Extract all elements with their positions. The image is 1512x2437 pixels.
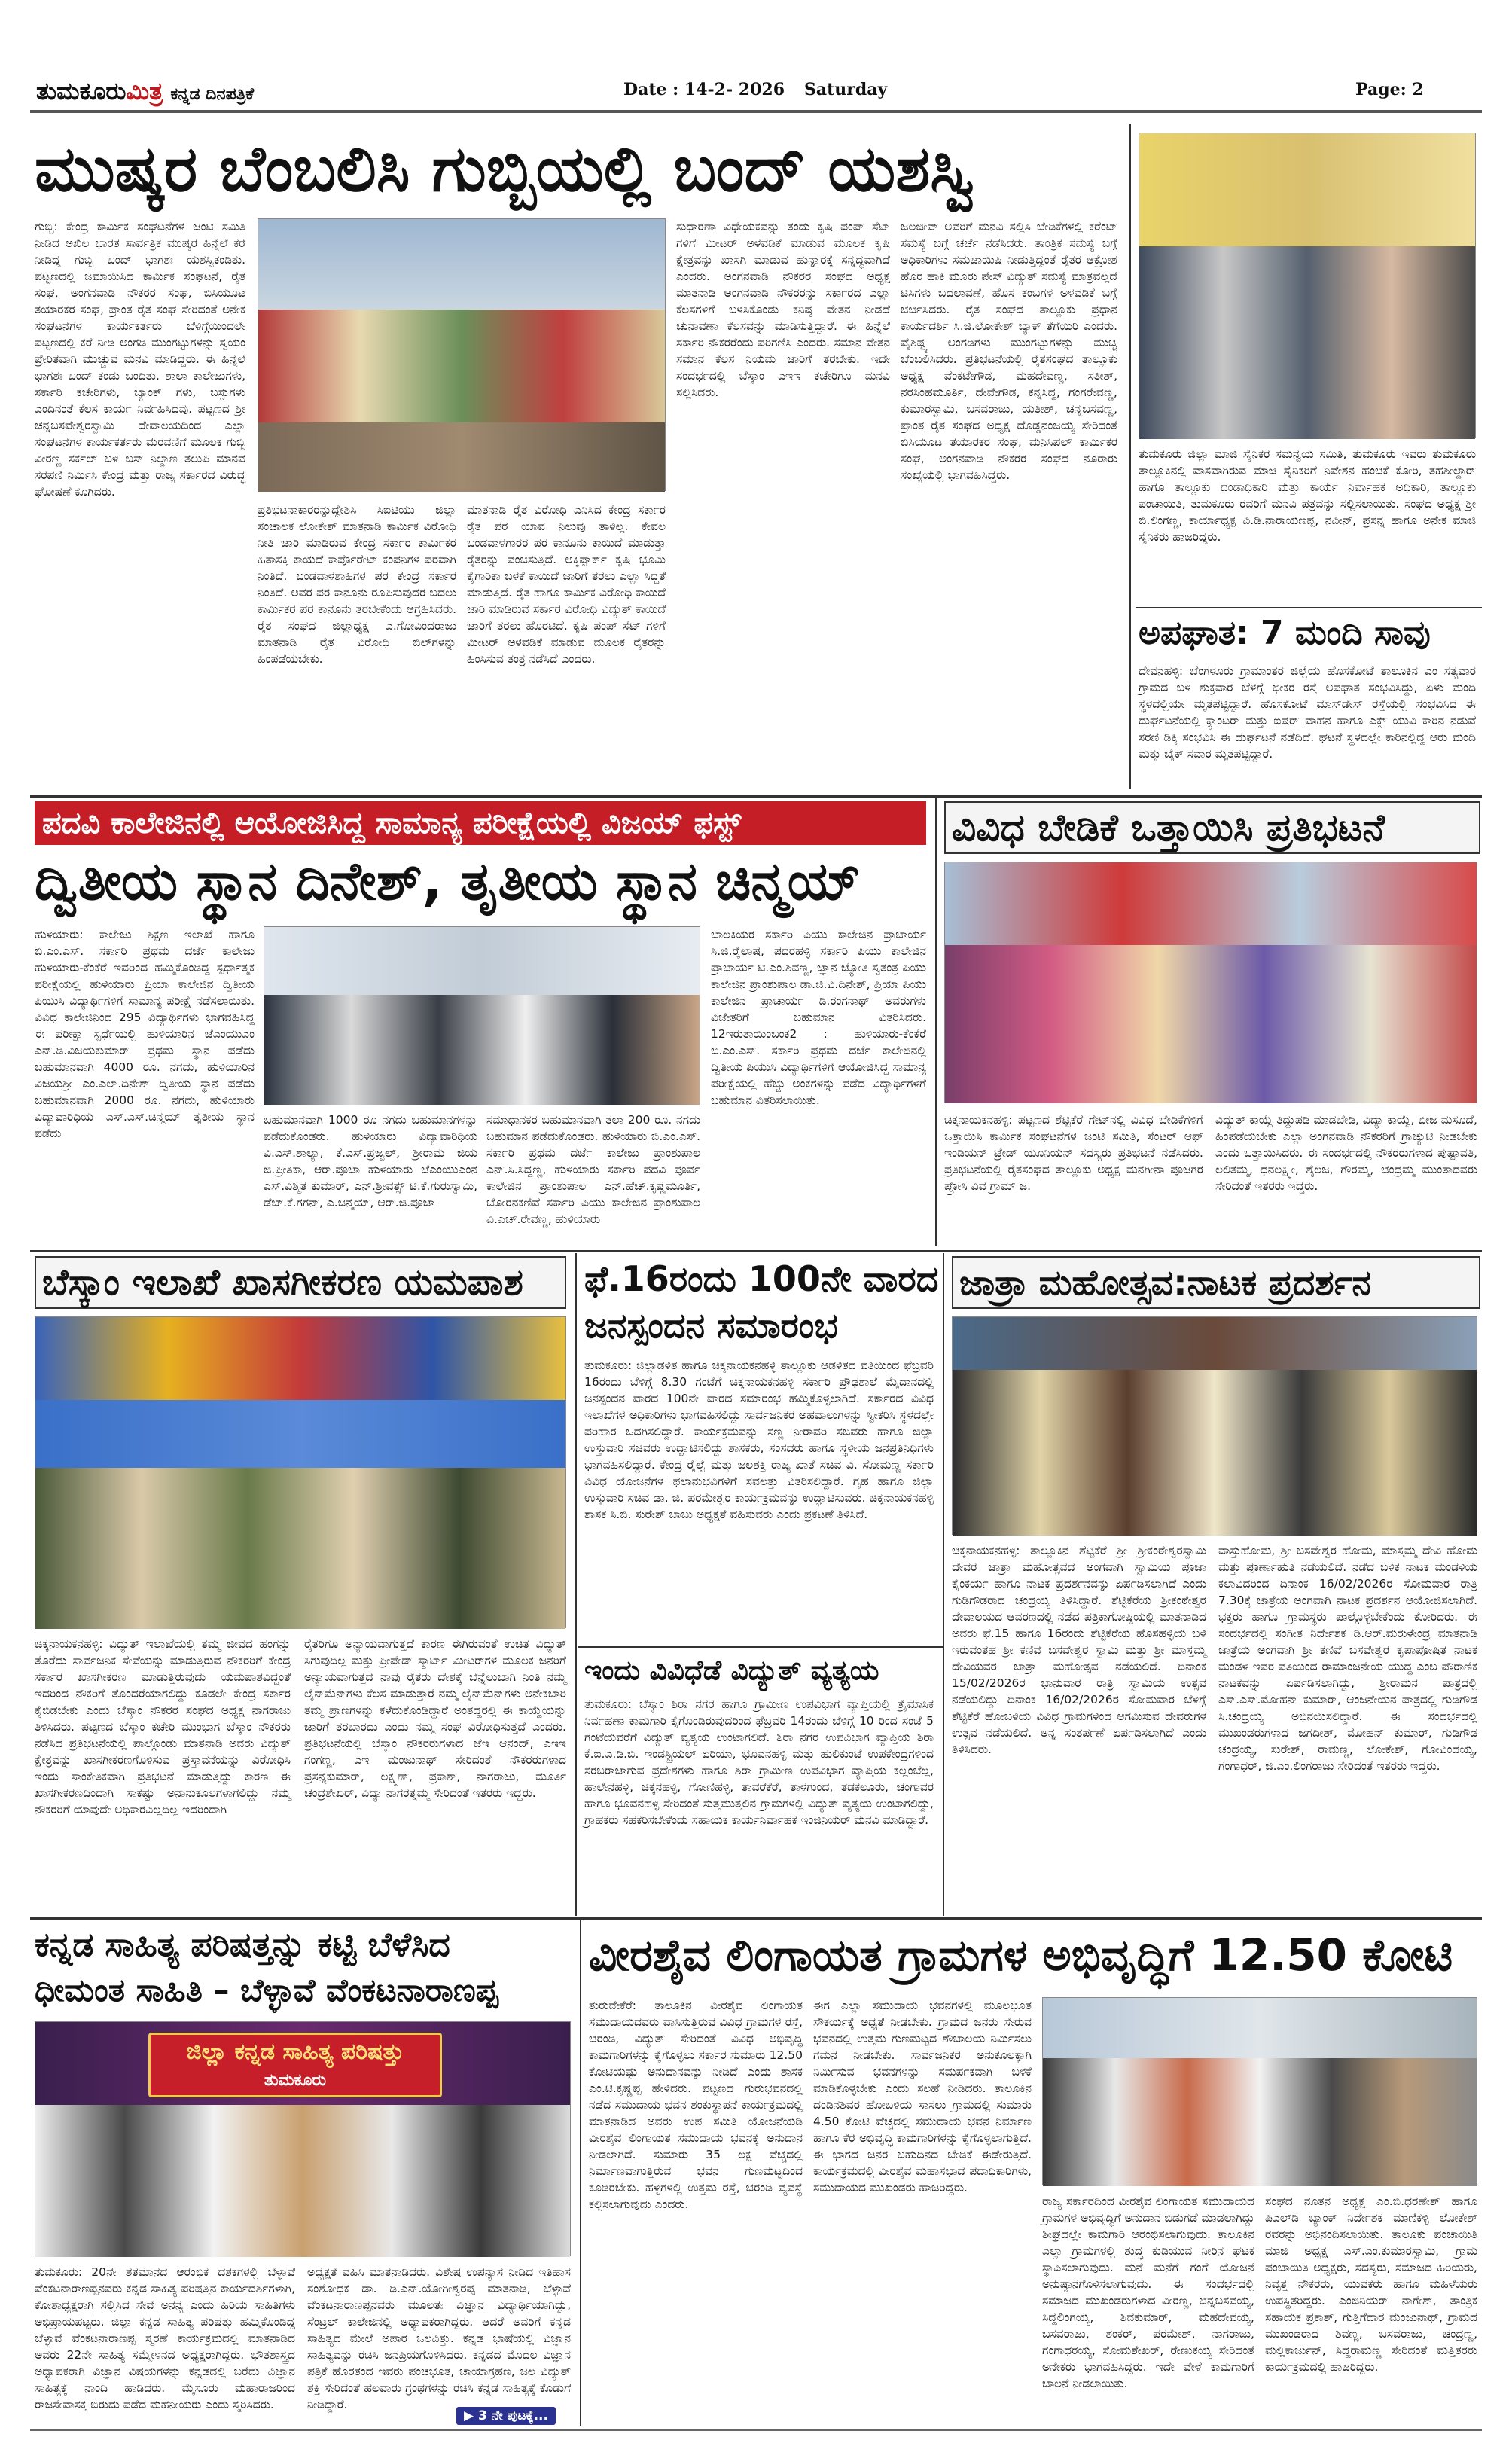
story7-body: ತುಮಕೂರು: ಜಿಲ್ಲಾಡಳಿತ ಹಾಗೂ ಚಿಕ್ಕನಾಯಕನಹಳ್ಳಿ ತಾಲ್ಲೂಕು ಆಡಳಿತದ ವತಿಯಿಂದ ಫೆಬ್ರವರಿ 16ರಂದು ಬೆಳಿಗ್ಗೆ 8.30 ಗಂಟೆಗೆ ಚಿಕ್ಕನಾಯಕನಹಳ್ಳಿ ಸರ್ಕಾರಿ ಪ್ರೌಢಶಾಲೆ ಮೈದಾನದಲ್ಲಿ ಜನಸ್ಪಂದನ ವಾರದ 100ನೇ ವಾರದ ಸಮಾರಂಭ ಹಮ್ಮಿಕೊಳ್ಳಲಾಗಿದೆ. ಸರ್ಕಾರದ ವಿವಿಧ ಇಲಾಖೆಗಳ ಅಧಿಕಾರಿಗಳು ಭಾಗವಹಿಸಲಿದ್ದು ಸಾರ್ವಜನಿಕರ ಅಹವಾಲುಗಳನ್ನು ಸ್ವೀಕರಿಸಿ ಸ್ಥಳದಲ್ಲೇ ಪರಿಹಾರ ಒದಗಿಸಲಿದ್ದಾರೆ. ಕಾರ್ಯಕ್ರಮವನ್ನು ಸಣ್ಣ ನೀರಾವರಿ ಸಚಿವರು ಹಾಗೂ ಜಿಲ್ಲಾ ಉಸ್ತುವಾರಿ ಸಚಿವರು ಉದ್ಘಾಟಿಸಲಿದ್ದು ಶಾಸಕರು, ಸಂಸದರು ಹಾಗೂ ಸ್ಥಳೀಯ ಜನಪ್ರತಿನಿಧಿಗಳು ಭಾಗವಹಿಸಲಿದ್ದಾರೆ. ಕೇಂದ್ರ ರೈಲ್ವೆ ಮತ್ತು ಜಲಶಕ್ತಿ ರಾಜ್ಯ ಖಾತೆ ಸಚಿವ ವಿ. ಸೋಮಣ್ಣ ಸರ್ಕಾರಿ ವಿವಿಧ ಯೋಜನೆಗಳ ಫಲಾನುಭವಿಗಳಿಗೆ ಸವಲತ್ತು ವಿತರಿಸಲಿದ್ದಾರೆ. ಗೃಹ ಹಾಗೂ ಜಿಲ್ಲಾ ಉಸ್ತುವಾರಿ ಸಚಿವ ಡಾ. ಜಿ. ಪರಮೇಶ್ವರ ಕಾರ್ಯಕ್ರಮವನ್ನು ಉದ್ಘಾಟಿಸುವರು. ಚಿಕ್ಕನಾಯಕನಹಳ್ಳಿ ಶಾಸಕ ಸಿ.ಬಿ. ಸುರೇಶ್ ಬಾಬು ಅಧ್ಯಕ್ಷತೆ ವಹಿಸುವರು ಎಂದು ಪ್ರಕಟಣೆ ತಿಳಿಸಿದೆ. <box>584 1359 934 1521</box>
story5-protest-photo <box>944 862 1477 1103</box>
page-bottom-rule <box>30 2429 1482 2431</box>
story6-bescom-photo <box>35 1316 566 1628</box>
divider-h-5 <box>578 1646 943 1648</box>
story6-col1: ಚಿಕ್ಕನಾಯಕನಹಳ್ಳಿ: ವಿದ್ಯುತ್ ಇಲಾಖೆಯಲ್ಲಿ ತಮ್ಮ ಜೀವದ ಹಂಗನ್ನು ತೊರೆದು ಸಾರ್ವಜನಿಕ ಸೇವೆಯನ್ನು ಮಾಡುತ್ತಿರುವ ನೌಕರರಿಗೆ ಕೇಂದ್ರ ಸರ್ಕಾರ ಖಾಸಗೀಕರಣ ಮಾಡುತ್ತಿರುವುದು ಯಮಪಾಶವಿದ್ದಂತೆ ಇದರಿಂದ ನೌಕರಿಗೆ ತೊಂದರೆಯಾಗಲಿದ್ದು ಕೂಡಲೇ ಕೇಂದ್ರ ಸರ್ಕಾರ ಕೈಬಿಡಬೇಕು ಎಂದು ಬೆಸ್ಕಾಂ ನೌಕರರ ಸಂಘದ ಅಧ್ಯಕ್ಷ ನಾಗರಾಜು ತಿಳಿಸಿದರು. ಪಟ್ಟಣದ ಬೆಸ್ಕಾಂ ಕಚೇರಿ ಮುಂಭಾಗ ಬೆಸ್ಕಾಂ ನೌಕರರು ನಡೆಸಿದ ಪ್ರತಿಭಟನೆಯಲ್ಲಿ ಪಾಲ್ಗೊಂಡು ಮಾತನಾಡಿ ಅವರು ವಿದ್ಯುತ್ ಕ್ಷೇತ್ರವನ್ನು ಖಾಸಗೀಕರಣಗೊಳಿಸುವ ಪ್ರಸ್ತಾವನೆಯನ್ನು ವಿರೋಧಿಸಿ ಇಂದು ಸಾಂಕೇತಿಕವಾಗಿ ಪ್ರತಿಭಟನೆ ಮಾಡುತ್ತಿದ್ದು ಕಾರಣ ಈ ಖಾಸಗೀಕರಣದಿಂದಾಗಿ ಸಾಕಷ್ಟು ಅನಾನುಕೂಲಗಳಾಗಲಿದ್ದು ನಮ್ಮ ನೌಕರರಿಗೆ ಯಾವುದೇ ಅಧಿಕಾರವಿಲ್ಲದಿಲ್ಲ ಇದರಿಂದಾಗಿ <box>35 1637 291 1816</box>
story8-body: ತುಮಕೂರು: ಬೆಸ್ಕಾಂ ಶಿರಾ ನಗರ ಹಾಗೂ ಗ್ರಾಮೀಣ ಉಪವಿಭಾಗ ವ್ಯಾಪ್ತಿಯಲ್ಲಿ ತ್ರೈಮಾಸಿಕ ನಿರ್ವಹಣಾ ಕಾಮಗಾರಿ ಕೈಗೊಂಡಿರುವುದರಿಂದ ಫೆಬ್ರವರಿ 14ರಂದು ಬೆಳಿಗ್ಗೆ 10 ರಿಂದ ಸಂಜೆ 5 ಗಂಟೆಯವರೆಗೆ ವಿದ್ಯುತ್ ವ್ಯತ್ಯಯ ಉಂಟಾಗಲಿದೆ. ಶಿರಾ ನಗರ ಉಪವಿಭಾಗ ವ್ಯಾಪ್ತಿಯ ಶಿರಾ ಕೆ.ಐ.ಎ.ಡಿ.ಬಿ. ಇಂಡಸ್ಟ್ರಿಯಲ್ ಏರಿಯಾ, ಭೂವನಹಳ್ಳಿ ಮತ್ತು ಹುಲಿಕುಂಟೆ ಉಪಕೇಂದ್ರಗಳಿಂದ ಸರಬರಾಜಾಗುವ ಪ್ರದೇಶಗಳು ಹಾಗೂ ಶಿರಾ ಗ್ರಾಮೀಣ ಉಪವಿಭಾಗ ವ್ಯಾಪ್ತಿಯ ಕಲ್ಲಂಬೆಲ್ಲ, ಹಾಲೇನಹಳ್ಳಿ, ಚಿಕ್ಕನಹಳ್ಳಿ, ಗೋಣಿಹಳ್ಳಿ, ತಾವರೆಕೆರೆ, ತಾಳಗುಂದ, ತಡಕಲೂರು, ಚಂಗಾವರ ಹಾಗೂ ಭೂವನಹಳ್ಳಿ ಸೇರಿದಂತೆ ಸುತ್ತಮುತ್ತಲಿನ ಗ್ರಾಮಗಳಲ್ಲಿ ವಿದ್ಯುತ್ ವ್ಯತ್ಯಯ ಉಂಟಾಗಲಿದ್ದು, ಗ್ರಾಹಕರು ಸಹಕರಿಸಬೇಕೆಂದು ಸಹಾಯಕ ಕಾರ್ಯನಿರ್ವಾಹಕ ಇಂಜಿನಿಯರ್ ಮನವಿ ಮಾಡಿದ್ದಾರೆ. <box>584 1697 934 1827</box>
divider-v-3 <box>575 1253 577 1916</box>
story4-col3: ಸಮಾಧಾನಕರ ಬಹುಮಾನವಾಗಿ ತಲಾ 200 ರೂ. ನಗದು ಬಹುಮಾನ ಪಡೆದುಕೊಂಡರು. ಹುಳಿಯಾರು ಬಿ.ಎಂ.ಎಸ್. ಸರ್ಕಾರಿ ಪ್ರಥಮ ದರ್ಜೆ ಕಾಲೇಜು ಪ್ರಾಂಶುಪಾಲ ಎನ್.ಸಿ.ಸಿದ್ದಣ್ಣ, ಹುಳಿಯಾರು ಸರ್ಕಾರಿ ಪದವಿ ಪೂರ್ವ ಕಾಲೇಜಿನ ಪ್ರಾಂಶುಪಾಲ ಎನ್.ಹೆಚ್.ಕೃಷ್ಣಮೂರ್ತಿ, ಬೋರನಕಣಿವೆ ಸರ್ಕಾರಿ ಪಿಯು ಕಾಲೇಜಿನ ಪ್ರಾಂಶುಪಾಲ ವಿ.ಎಚ್.ರೇವಣ್ಣ, ಹುಳಿಯಾರು <box>486 1113 700 1226</box>
story1-headline: ಮುಷ್ಕರ ಬೆಂಬಲಿಸಿ ಗುಬ್ಬಿಯಲ್ಲಿ ಬಂದ್ ಯಶಸ್ವಿ <box>35 132 975 206</box>
story11-col3: ರಾಜ್ಯ ಸರ್ಕಾರದಿಂದ ವೀರಶೈವ ಲಿಂಗಾಯತ ಸಮುದಾಯದ ಗ್ರಾಮಗಳ ಅಭಿವೃದ್ಧಿಗೆ ಅನುದಾನ ಬಿಡುಗಡೆ ಮಾಡಲಾಗಿದ್ದು ಶೀಘ್ರದಲ್ಲೇ ಕಾಮಗಾರಿ ಆರಂಭಿಸಲಾಗುವುದು. ತಾಲೂಕಿನ ಎಲ್ಲಾ ಗ್ರಾಮಗಳಲ್ಲಿ ಶುದ್ಧ ಕುಡಿಯುವ ನೀರಿನ ಘಟಕ ಸ್ಥಾಪಿಸಲಾಗುವುದು. ಮನೆ ಮನೆಗೆ ಗಂಗೆ ಯೋಜನೆ ಅನುಷ್ಠಾನಗೊಳಿಸಲಾಗುವುದು. ಈ ಸಂದರ್ಭದಲ್ಲಿ ಸಮಾಜದ ಮುಖಂಡರುಗಳಾದ ವೀರಣ್ಣ, ಚನ್ನಬಸವಯ್ಯ, ಸಿದ್ದಲಿಂಗಯ್ಯ, ಶಿವಕುಮಾರ್, ಮಹದೇವಯ್ಯ, ಬಸವರಾಜು, ಶಂಕರ್, ಪರಮೇಶ್, ನಾಗರಾಜು, ಗಂಗಾಧರಯ್ಯ, ಸೋಮಶೇಖರ್, ರೇಣುಕಯ್ಯ ಸೇರಿದಂತೆ ಅನೇಕರು ಭಾಗವಹಿಸಿದ್ದರು. ಇದೇ ವೇಳೆ ಕಾಮಗಾರಿಗೆ ಚಾಲನೆ ನೀಡಲಾಯಿತು. <box>1042 2195 1254 2390</box>
masthead-name-part2: ಮಿತ್ರ <box>126 77 163 105</box>
page-number: Page: 2 <box>1355 80 1424 99</box>
story9-col2: ವಾಸ್ತುಹೋಮ, ಶ್ರೀ ಬಸವೇಶ್ವರ ಹೋಮ, ಮಾಸ್ತಮ್ಮ ದೇವಿ ಹೋಮ ಮತ್ತು ಪೂರ್ಣಾಹುತಿ ನಡೆಯಲಿದೆ. ನಡೆದ ಬಳಿಕ ನಾಟಕ ಮಂಡಳಿಯ ಕಲಾವಿದರಿಂದ ದಿನಾಂಕ 16/02/2026ರ ಸೋಮವಾರ ರಾತ್ರಿ 7.30ಕ್ಕೆ ಜಾತ್ರೆಯ ಅಂಗವಾಗಿ ನಾಟಕ ಪ್ರದರ್ಶನ ಆಯೋಜಿಸಲಾಗಿದೆ. ಭಕ್ತರು ಹಾಗೂ ಗ್ರಾಮಸ್ಥರು ಪಾಲ್ಗೊಳ್ಳಬೇಕೆಂದು ಕೋರಿದರು. ಈ ಸಂದರ್ಭದಲ್ಲಿ ಸಂಗೀತ ನಿರ್ದೇಶಕ ಡಿ.ಆರ್.ಮರುಳೇಂದ್ರ ಮಾತನಾಡಿ ಜಾತ್ರೆಯ ಅಂಗವಾಗಿ ಶ್ರೀ ಕಣಿವೆ ಬಸವೇಶ್ವರ ಕೃಪಾಪೋಷಿತ ನಾಟಕ ಮಂಡಳಿ ಇವರ ವತಿಯಿಂದ ರಾಮಾಂಜನೇಯ ಯುದ್ಧ ಎಂಬ ಪೌರಾಣಿಕ ನಾಟಕವನ್ನು ಏರ್ಪಡಿಸಲಾಗಿದ್ದು, ಶ್ರೀರಾಮನ ಪಾತ್ರದಲ್ಲಿ ಎಸ್.ಎಸ್.ಮೋಹನ್ ಕುಮಾರ್, ಆಂಜನೇಯನ ಪಾತ್ರದಲ್ಲಿ ಗುಡಿಗೌಡ ಸಿ.ಚಂದ್ರಯ್ಯ ಅಭಿನಯಿಸಲಿದ್ದಾರೆ. ಈ ಸಂದರ್ಭದಲ್ಲಿ ಮುಖಂಡರುಗಳಾದ ಜಗದೀಶ್, ಮೋಹನ್ ಕುಮಾರ್, ಗುಡಿಗೌಡ ಚಂದ್ರಯ್ಯ, ಸುರೇಶ್, ರಾಮಣ್ಣ, ಲೋಕೇಶ್, ಗೋವಿಂದಯ್ಯ, ಗಂಗಾಧರ್, ಜಿ.ಎಂ.ಲಿಂಗರಾಜು ಸೇರಿದಂತೆ ಇತರರು ಇದ್ದರು. <box>1218 1544 1477 1773</box>
divider-v-1 <box>1129 124 1131 789</box>
story9-col1: ಚಿಕ್ಕನಾಯಕನಹಳ್ಳಿ: ತಾಲ್ಲೂಕಿನ ಶೆಟ್ಟಿಕೆರೆ ಶ್ರೀ ಶ್ರೀಕಂಠೇಶ್ವರಸ್ವಾಮಿ ದೇವರ ಜಾತ್ರಾ ಮಹೋತ್ಸವದ ಅಂಗವಾಗಿ ಸ್ವಾಮಿಯ ಪೂಜಾ ಕೈಂಕರ್ಯ ಹಾಗೂ ನಾಟಕ ಪ್ರದರ್ಶನವನ್ನು ಏರ್ಪಡಿಸಲಾಗಿದೆ ಎಂದು ಗುಡಿಗೌಡರಾದ ಚಂದ್ರಯ್ಯ ತಿಳಿಸಿದ್ದಾರೆ. ಶೆಟ್ಟಿಕೆರೆಯ ಶ್ರೀಕಂಠೇಶ್ವರ ದೇವಾಲಯದ ಆವರಣದಲ್ಲಿ ನಡೆದ ಪತ್ರಿಕಾಗೋಷ್ಠಿಯಲ್ಲಿ ಮಾತನಾಡಿದ ಅವರು ಫೆ.15 ಹಾಗೂ 16ರಂದು ಶೆಟ್ಟಿಕೆರೆಯ ಹೊಸಹಳ್ಳಿಯ ಬಳಿ ಇರುವಂತಹ ಶ್ರೀ ಕಣಿವೆ ಬಸವೇಶ್ವರ ಸ್ವಾಮಿ ಮತ್ತು ಶ್ರೀ ಮಾಸ್ತಮ್ಮ ದೇವಿಯವರ ಜಾತ್ರಾ ಮಹೋತ್ಸವ ನಡೆಯಲಿದೆ. ದಿನಾಂಕ 15/02/2026ರ ಭಾನುವಾರ ರಾತ್ರಿ ಸ್ವಾಮಿಯ ಉತ್ಸವ ನಡೆಯಲಿದ್ದು ದಿನಾಂಕ 16/02/2026ರ ಸೋಮವಾರ ಬೆಳಿಗ್ಗೆ ಶೆಟ್ಟಿಕೆರೆ ಹೋಬಳಿಯ ವಿವಿಧ ಗ್ರಾಮಗಳಿಂದ ಆಗಮಿಸುವ ದೇವರುಗಳ ಉತ್ಸವ ನಡೆಯಲಿದೆ. ಅನ್ನ ಸಂತರ್ಪಣೆ ಏರ್ಪಡಿಸಲಾಗಿದೆ ಎಂದು ತಿಳಿಸಿದರು. <box>952 1544 1206 1756</box>
play-arrow-icon: ▶ <box>464 2408 478 2423</box>
story10-banner-city: ತುಮಕೂರು <box>264 2071 327 2090</box>
story1-col5: ಜಲಜೀವ್ ಅವರಿಗೆ ಮನವಿ ಸಲ್ಲಿಸಿ ಬೇಡಿಕೆಗಳಲ್ಲಿ ಕರೆಂಟ್ ಸಮಸ್ಯೆ ಬಗ್ಗೆ ಚರ್ಚೆ ನಡೆಸಿದರು. ತಾಂತ್ರಿಕ ಸಮಸ್ಯೆ ಬಗ್ಗೆ ಅಧಿಕಾರಿಗಳು ಸಮಜಾಯಿಷಿ ನೀಡುತ್ತಿದ್ದಂತೆ ರೈತರ ಆಕ್ರೋಶ ಹೊರ ಹಾಕಿ ಮೂರು ಪೇಸ್ ವಿದ್ಯುತ್ ಸಮಸ್ಯೆ ಮಾತ್ರವಲ್ಲದೆ ಟಿಸಿಗಳು ಬದಲಾವಣೆ, ಹೊಸ ಕಂಬಗಳ ಅಳವಡಿಕೆ ಬಗ್ಗೆ ಚರ್ಚಿಸಿದರು. ರೈತ ಸಂಘದ ತಾಲ್ಲೂಕು ಪ್ರಧಾನ ಕಾರ್ಯದರ್ಶಿ ಸಿ.ಜಿ.ಲೋಕೇಶ್ ಬ್ಯಾಕ್ ತೆಗೆಯಿರಿ ಎಂದರು. ವೈಶಿಷ್ಟ್ಯ ಅಂಗಡಿಗಳು ಮುಂಗಟ್ಟುಗಳನ್ನು ಮುಚ್ಚಿ ಬೆಂಬಲಿಸಿದರು. ಪ್ರತಿಭಟನೆಯಲ್ಲಿ ರೈತಸಂಘದ ತಾಲ್ಲೂಕು ಅಧ್ಯಕ್ಷ ವೆಂಕಟೇಗೌಡ, ಮಹದೇವಣ್ಣ, ಸತೀಶ್, ನರಸಿಂಹಮೂರ್ತಿ, ದೇವೇಗೌಡ, ಕನ್ನಸಿದ್ದ, ಗಂಗರೇವಣ್ಣ, ಕುಮಾರಸ್ವಾಮಿ, ಬಸವರಾಜು, ಯತೀಶ್, ಚನ್ನಬಸವಣ್ಣ, ಪ್ರಾಂತ ರೈತ ಸಂಘದ ಅಧ್ಯಕ್ಷ ದೊಡ್ಡನಂಜಯ್ಯ ಸೇರಿದಂತೆ ಬಿಸಿಯೂಟ ತಯಾರಕರ ಸಂಘ, ಮನಿಸಿಪಲ್ ಕಾರ್ಮಿಕರ ಸಂಘ, ಅಂಗನವಾಡಿ ನೌಕರರ ಸಂಘದ ನೂರಾರು ಸಂಖ್ಯೆಯಲ್ಲಿ ಭಾಗವಹಿಸಿದ್ದರು. <box>901 220 1117 482</box>
story4-col1: ಹುಳಿಯಾರು: ಕಾಲೇಜು ಶಿಕ್ಷಣ ಇಲಾಖೆ ಹಾಗೂ ಬಿ.ಎಂ.ಎಸ್. ಸರ್ಕಾರಿ ಪ್ರಥಮ ದರ್ಜೆ ಕಾಲೇಜು ಹುಳಿಯಾರು-ಕೆಂಕೆರೆ ಇವರಿಂದ ಹಮ್ಮಿಕೊಂಡಿದ್ದ ಸ್ಪರ್ಧಾತ್ಮಕ ಪರೀಕ್ಷೆಯಲ್ಲಿ ಹುಳಿಯಾರು ಪ್ರಿಯಾ ಕಾಲೇಜಿನ ದ್ವಿತೀಯ ಪಿಯುಸಿ ವಿದ್ಯಾರ್ಥಿಗಳಿಗೆ ಸಾಮಾನ್ಯ ಪರೀಕ್ಷೆ ನಡೆಸಲಾಯಿತು. ವಿವಿಧ ಕಾಲೇಜಿನಿಂದ 295 ವಿದ್ಯಾರ್ಥಿಗಳು ಭಾಗವಹಿಸಿದ್ದ ಈ ಪರೀಕ್ಷಾ ಸ್ಪರ್ಧೆಯಲ್ಲಿ ಹುಳಿಯಾರಿನ ಜೆಎಂಯುಎಂ ಎನ್.ಡಿ.ವಿಜಯಕುಮಾರ್ ಪ್ರಥಮ ಸ್ಥಾನ ಪಡೆದು ಬಹುಮಾನವಾಗಿ 4000 ರೂ. ನಗದು, ಹುಳಿಯಾರಿನ ವಿಜಯಶ್ರೀ ಎಂ.ಎಲ್.ದಿನೇಶ್ ದ್ವಿತೀಯ ಸ್ಥಾನ ಪಡೆದು ಬಹುಮಾನವಾಗಿ 2000 ರೂ. ನಗದು, ಹುಳಿಯಾರು ವಿದ್ಯಾವಾರಿಧಿಯ ಎಸ್.ಎಸ್.ಚಿನ್ಮಯ್ ತೃತೀಯ ಸ್ಥಾನ ಪಡೆದು <box>35 928 255 1140</box>
story4-students-photo <box>264 926 700 1104</box>
masthead-rule <box>30 110 1482 113</box>
issue-date: Date : 14-2- 2026 <box>623 80 785 99</box>
story11-col4: ಸಂಘದ ನೂತನ ಅಧ್ಯಕ್ಷ ಎಂ.ಬಿ.ಧರಣೇಶ್ ಹಾಗೂ ಪಿಎಲ್‌ಡಿ ಬ್ಯಾಂಕ್ ನಿರ್ದೇಶಕ ಮಾಣಿಕಳ್ಳಿ ಲೋಕೇಶ್ ರವರನ್ನು ಅಭಿನಂದಿಸಲಾಯಿತು. ತಾಲೂಕು ಪಂಚಾಯಿತಿ ಮಾಜಿ ಅಧ್ಯಕ್ಷ ಎಸ್.ಎಂ.ಕುಮಾರಸ್ವಾಮಿ, ಗ್ರಾಮ ಪಂಚಾಯಿತಿ ಅಧ್ಯಕ್ಷರು, ಸದಸ್ಯರು, ಸಮಾಜದ ಹಿರಿಯರು, ನಿವೃತ್ತ ನೌಕರರು, ಯುವಕರು ಹಾಗೂ ಮಹಿಳೆಯರು ಉಪಸ್ಥಿತರಿದ್ದರು. ಎಂಜಿನಿಯರ್ ನಾಗೇಶ್, ತಾಂತ್ರಿಕ ಸಹಾಯಕ ಪ್ರಕಾಶ್, ಗುತ್ತಿಗೆದಾರ ಮಂಜುನಾಥ್, ಗ್ರಾಮದ ಮುಖಂಡರಾದ ಶಿವಣ್ಣ, ಬಸವರಾಜು, ಚಂದ್ರಣ್ಣ, ಮಲ್ಲಿಕಾರ್ಜುನ್, ಸಿದ್ದರಾಮಣ್ಣ ಸೇರಿದಂತೆ ಮತ್ತಿತರರು ಕಾರ್ಯಕ್ರಮದಲ್ಲಿ ಹಾಜರಿದ್ದರು. <box>1265 2195 1477 2374</box>
story7-headline-line2: ಜನಸ್ಪಂದನ ಸಮಾರಂಭ <box>584 1305 838 1346</box>
story11-col2: ಈಗ ಎಲ್ಲಾ ಸಮುದಾಯ ಭವನಗಳಲ್ಲಿ ಮೂಲಭೂತ ಸೌಕರ್ಯಕ್ಕೆ ಅಧ್ಯತೆ ನೀಡಬೇಕು. ಗ್ರಾಮದ ಜನರು ಸೇರುವ ಭವನದಲ್ಲಿ ಉತ್ತಮ ಗುಣಮಟ್ಟದ ಶೌಚಾಲಯ ನಿರ್ಮಿಸಲು ಗಮನ ನೀಡಬೇಕು. ಸಾರ್ವಜನಿಕರ ಅನುಕೂಲಕ್ಕಾಗಿ ನಿರ್ಮಿಸುವ ಭವನಗಳನ್ನು ಸಮರ್ಪಕವಾಗಿ ಬಳಕೆ ಮಾಡಿಕೊಳ್ಳಬೇಕು ಎಂದು ಸಲಹೆ ನೀಡಿದರು. ತಾಲೂಕಿನ ದಂಡಿನಶಿವರ ಹೋಬಳಿಯ ಸಾಸಲು ಗ್ರಾಮದಲ್ಲಿ ಸುಮಾರು 4.50 ಕೋಟಿ ವೆಚ್ಚದಲ್ಲಿ ಸಮುದಾಯ ಭವನ ನಿರ್ಮಾಣ ಹಾಗೂ ಕೆರೆ ಅಭಿವೃದ್ಧಿ ಕಾಮಗಾರಿಗಳನ್ನು ಕೈಗೊಳ್ಳಲಾಗುತ್ತಿದೆ. ಈ ಭಾಗದ ಜನರ ಬಹುದಿನದ ಬೇಡಿಕೆ ಈಡೇರುತ್ತಿದೆ. ಕಾರ್ಯಕ್ರಮದಲ್ಲಿ ವೀರಶೈವ ಮಹಾಸಭಾದ ಪದಾಧಿಕಾರಿಗಳು, ಸಮುದಾಯದ ಮುಖಂಡರು ಹಾಜರಿದ್ದರು. <box>813 1999 1032 2195</box>
story3-body: ದೇವನಹಳ್ಳಿ: ಬೆಂಗಳೂರು ಗ್ರಾಮಾಂತರ ಜಿಲ್ಲೆಯ ಹೊಸಕೋಟೆ ತಾಲೂಕಿನ ಎಂ ಸತ್ಯವಾರ ಗ್ರಾಮದ ಬಳಿ ಶುಕ್ರವಾರ ಬೆಳಗ್ಗೆ ಭೀಕರ ರಸ್ತೆ ಅಪಘಾತ ಸಂಭವಿಸಿದ್ದು, ಏಳು ಮಂದಿ ಸ್ಥಳದಲ್ಲಿಯೇ ಮೃತಪಟ್ಟಿದ್ದಾರೆ. ಹೊಸಕೋಟೆ ಮಾಸ್‌ಡೇಸ್ ರಸ್ತೆಯಲ್ಲಿ ಸಂಭವಿಸಿದ ಈ ದುರ್ಘಟನೆಯಲ್ಲಿ ಕ್ಯಾಂಟರ್ ಮತ್ತು ಐಷರ್ ವಾಹನ ಹಾಗೂ ಎಕ್ಸ್ ಯುವಿ ಕಾರಿನ ನಡುವೆ ಸರಣಿ ಡಿಕ್ಕಿ ಸಂಭವಿಸಿ ಈ ದುರ್ಘಟನೆ ನಡೆದಿದೆ. ಘಟನೆ ಸ್ಥಳದಲ್ಲೇ ಕಾರಿನಲ್ಲಿದ್ದ ಆರು ಮಂದಿ ಮತ್ತು ಬೈಕ್ ಸವಾರ ಮೃತಪಟ್ಟಿದ್ದಾರೆ. <box>1139 664 1476 761</box>
story10-banner-text: ಜಿಲ್ಲಾ ಕನ್ನಡ ಸಾಹಿತ್ಯ ಪರಿಷತ್ತು <box>186 2039 404 2065</box>
divider-h-4 <box>30 1250 1482 1252</box>
issue-day: Saturday <box>804 80 888 99</box>
story4-headline: ದ್ವಿತೀಯ ಸ್ಥಾನ ದಿನೇಶ್, ತೃತೀಯ ಸ್ಥಾನ ಚಿನ್ಮಯ್ <box>35 850 861 912</box>
story8-headline: ಇಂದು ವಿವಿಧೆಡೆ ವಿದ್ಯುತ್ ವ್ಯತ್ಯಯ <box>584 1655 879 1686</box>
divider-v-5 <box>580 1920 581 2426</box>
story10-col1: ತುಮಕೂರು: 20ನೇ ಶತಮಾನದ ಆರಂಭಿಕ ದಶಕಗಳಲ್ಲಿ ಬೆಳ್ಳಾವೆ ವೆಂಕಟನಾರಾಣಪ್ಪನವರು ಕನ್ನಡ ಸಾಹಿತ್ಯ ಪರಿಷತ್ತಿನ ಕಾರ್ಯದರ್ಶಿಗಳಾಗಿ, ಕೋಶಾಧ್ಯಕ್ಷರಾಗಿ ಸಲ್ಲಿಸಿದ ಸೇವೆ ಅನನ್ಯ ಎಂದು ಹಿರಿಯ ಸಾಹಿತಿಗಳು ಅಭಿಪ್ರಾಯಪಟ್ಟರು. ಜಿಲ್ಲಾ ಕನ್ನಡ ಸಾಹಿತ್ಯ ಪರಿಷತ್ತು ಹಮ್ಮಿಕೊಂಡಿದ್ದ ಬೆಳ್ಳಾವೆ ವೆಂಕಟನಾರಾಣಪ್ಪ ಸ್ಮರಣೆ ಕಾರ್ಯಕ್ರಮದಲ್ಲಿ ಮಾತನಾಡಿದ ಅವರು 22ನೇ ಸಾಹಿತ್ಯ ಸಮ್ಮೇಳನದ ಅಧ್ಯಕ್ಷರಾಗಿದ್ದರು. ಭೌತಶಾಸ್ತ್ರದ ಅಧ್ಯಾಪಕರಾಗಿ ವಿಜ್ಞಾನ ವಿಷಯಗಳನ್ನು ಕನ್ನಡದಲ್ಲಿ ಬರೆದು ವಿಜ್ಞಾನ ಸಾಹಿತ್ಯಕ್ಕೆ ನಾಂದಿ ಹಾಡಿದರು. ಮೈಸೂರು ಮಹಾರಾಜರಿಂದ ರಾಜಸೇವಾಸಕ್ತ ಬಿರುದು ಪಡೆದ ಮಹನೀಯರು ಎಂದು ಸ್ಮರಿಸಿದರು. <box>35 2265 295 2411</box>
story10-col2: ಅಧ್ಯಕ್ಷತೆ ವಹಿಸಿ ಮಾತನಾಡಿದರು. ವಿಶೇಷ ಉಪನ್ಯಾಸ ನೀಡಿದ ಇತಿಹಾಸ ಸಂಶೋಧಕ ಡಾ. ಡಿ.ಎನ್.ಯೋಗೀಶ್ವರಪ್ಪ ಮಾತನಾಡಿ, ಬೆಳ್ಳಾವೆ ವೆಂಕಟನಾರಾಣಪ್ಪನವರು ಮೂಲತಃ ವಿಜ್ಞಾನ ವಿದ್ಯಾರ್ಥಿಯಾಗಿದ್ದು, ಸೆಂಟ್ರಲ್ ಕಾಲೇಜಿನಲ್ಲಿ ಅಧ್ಯಾಪಕರಾಗಿದ್ದರು. ಆದರೆ ಅವರಿಗೆ ಕನ್ನಡ ಸಾಹಿತ್ಯದ ಮೇಲೆ ಅಪಾರ ಒಲವಿತ್ತು. ಕನ್ನಡ ಭಾಷೆಯಲ್ಲಿ ವಿಜ್ಞಾನ ಸಾಹಿತ್ಯವನ್ನು ರಚಿಸಿ ಜನಪ್ರಿಯಗೊಳಿಸಿದರು. ಕನ್ನಡದ ಮೊದಲ ವಿಜ್ಞಾನ ಪತ್ರಿಕೆ ಹೊರತಂದ ಇವರು ಪಂಚಭೂತ, ಚಾಯಾಗ್ರಹಣ, ಜಲ ವಿದ್ಯುತ್ ಶಕ್ತಿ ಸೇರಿದಂತೆ ಹಲವಾರು ಗ್ರಂಥಗಳನ್ನು ರಚಿಸಿ ಕನ್ನಡ ಸಾಹಿತ್ಯಕ್ಕೆ ಕೊಡುಗೆ ನೀಡಿದ್ದಾರೆ. <box>307 2265 571 2411</box>
story3-headline: ಅಪಘಾತ: 7 ಮಂದಿ ಸಾವು <box>1139 614 1431 652</box>
continued-label: 3 ನೇ ಪುಟಕ್ಕೆ... <box>478 2408 548 2423</box>
story5-headline: ವಿವಿಧ ಬೇಡಿಕೆ ಒತ್ತಾಯಿಸಿ ಪ್ರತಿಭಟನೆ <box>944 801 1480 854</box>
continued-page3-link[interactable] <box>456 2407 556 2425</box>
story6-col2: ರೈತರಿಗೂ ಅನ್ಯಾಯವಾಗುತ್ತದೆ ಕಾರಣ ಈಗಿರುವಂತೆ ಉಚಿತ ವಿದ್ಯುತ್ ಸಿಗುವುದಿಲ್ಲ ಮತ್ತು ಪ್ರೀಪೇಡ್ ಸ್ಮಾರ್ಟ್ ಮೀಟರ್‌ಗಳ ಮೂಲಕ ಜನರಿಗೆ ಅನ್ಯಾಯವಾಗುತ್ತದೆ ನಾವು ರೈತರು ದೇಶಕ್ಕೆ ಬೆನ್ನೆಲುಬಾಗಿ ನಿಂತಿ ನಮ್ಮ ಲೈನ್‌ಮೆನ್‌ಗಳು ಕೆಲಸ ಮಾಡುತ್ತಾರೆ ನಮ್ಮ ಲೈನ್‌ಮೆನ್‌ಗಳು ಅನೇಕಬಾರಿ ತಮ್ಮ ಪ್ರಾಣಗಳನ್ನು ಕಳೆದುಕೊಂಡಿದ್ದಾರೆ ಅಂತದ್ದರಲ್ಲಿ ಈ ಕಾಯ್ದೆಯನ್ನು ಜಾರಿಗೆ ತರಬಾರದು ಎಂದು ನಮ್ಮ ಸಂಘ ವಿರೋಧಿಸುತ್ತದೆ ಎಂದರು. ಪ್ರತಿಭಟನೆಯಲ್ಲಿ ಬೆಸ್ಕಾಂ ನೌಕರರುಗಳಾದ ಜೆಇ ಆನಂದ್, ಎಇಇ ಗಂಗಣ್ಣ, ಎಇ ಮಂಜುನಾಥ್ ಸೇರಿದಂತೆ ನೌಕರರುಗಳಾದ ಪ್ರಸನ್ನಕುಮಾರ್, ಲಕ್ಷ್ಮಣ್, ಪ್ರಕಾಶ್, ನಾಗರಾಜು, ಮೂರ್ತಿ ಚಂದ್ರಶೇಖರ್, ವಿದ್ಯಾ ನಾಗರತ್ನಮ್ಮ ಸೇರಿದಂತೆ ಇತರರು ಇದ್ದರು. <box>304 1637 566 1800</box>
story4-col2: ಬಹುಮಾನವಾಗಿ 1000 ರೂ ನಗದು ಬಹುಮಾನಗಳನ್ನು ಪಡೆದುಕೊಂಡರು. ಹುಳಿಯಾರು ವಿದ್ಯಾವಾರಿಧಿಯ ವಿ.ಎಸ್.ಶಾಲ್ಯಾ, ಕೆ.ಎಸ್.ಪ್ರಜ್ವಲ್, ಶ್ರೀರಾಮ ಜಿಯ ಜಿ.ಪ್ರೀತಿಕಾ, ಆರ್.ಪೂಜಾ ಹುಳಿಯಾರು ಜೆಎಂಯುಎಂನ ಎಸ್.ವಿಶ್ಮಿತ ಕುಮಾರ್, ಎನ್.ಶ್ರೀವತ್ಸ್ ಟಿ.ಕೆ.ಗುರುಸ್ವಾಮಿ, ಡೆಚ್.ಕೆ.ಗಗನ್, ಎ.ಚಿನ್ಮಯ್, ಆರ್.ಜಿ.ಪೂಜಾ <box>264 1113 477 1209</box>
story2-caption: ತುಮಕೂರು ಜಿಲ್ಲಾ ಮಾಜಿ ಸೈನಿಕರ ಸಮನ್ವಯ ಸಮಿತಿ, ತುಮಕೂರು ಇವರು ತುಮಕೂರು ತಾಲ್ಲೂಕಿನಲ್ಲಿ ವಾಸವಾಗಿರುವ ಮಾಜಿ ಸೈನಿಕರಿಗೆ ನಿವೇಶನ ಹಂಚಿಕೆ ಕೋರಿ, ತಹಶೀಲ್ದಾರ್ ಹಾಗೂ ತಾಲ್ಲೂಕು ದಂಡಾಧಿಕಾರಿ ಮತ್ತು ಕಾರ್ಯ ನಿರ್ವಾಹಕ ಅಧಿಕಾರಿ, ತಾಲ್ಲೂಕು ಪಂಚಾಯಿತಿ, ತುಮಕೂರು ರವರಿಗೆ ಮನವಿ ಪತ್ರವನ್ನು ಸಲ್ಲಿಸಲಾಯಿತು. ಸಂಘದ ಅಧ್ಯಕ್ಷ ಶ್ರೀ ಬಿ.ಲಿಂಗಣ್ಣ, ಕಾರ್ಯಾಧ್ಯಕ್ಷ ವಿ.ಡಿ.ನಾರಾಯಣಪ್ಪ, ನವೀನ್, ಪ್ರಸನ್ನ ಹಾಗೂ ಅನೇಕ ಮಾಜಿ ಸೈನಿಕರು ಹಾಜರಿದ್ದರು. <box>1139 447 1476 544</box>
story9-jatra-photo <box>952 1316 1477 1535</box>
story1-col2: ಪ್ರತಿಭಟನಾಕಾರರನ್ನುದ್ದೇಶಿಸಿ ಸಿಐಟಿಯು ಜಿಲ್ಲಾ ಸಂಚಾಲಕ ಲೋಕೇಶ್ ಮಾತನಾಡಿ ಕಾರ್ಮಿಕ ವಿರೋಧಿ ನೀತಿ ಜಾರಿ ಮಾಡಿರುವ ಕೇಂದ್ರ ಸರ್ಕಾರ ಕಾರ್ಮಿಕರ ಹಿತಾಸಕ್ತಿ ಕಾಯದೆ ಕಾರ್ಪೊರೇಟ್ ಕಂಪನಿಗಳ ಪರವಾಗಿ ನಿಂತಿದೆ. ಬಂಡವಾಳಶಾಹಿಗಳ ಪರ ಕೇಂದ್ರ ಸರ್ಕಾರ ನಿಂತಿದೆ. ಅವರ ಪರ ಕಾನೂನು ರೂಪಿಸುವುದರ ಬದಲು ಕಾರ್ಮಿಕರ ಪರ ಕಾನೂನು ತರಬೇಕೆಂದು ಆಗ್ರಹಿಸಿದರು. ರೈತ ಸಂಘದ ಜಿಲ್ಲಾಧ್ಯಕ್ಷ ಎ.ಗೋವಿಂದರಾಜು ಮಾತನಾಡಿ ರೈತ ವಿರೋಧಿ ಬಿಲ್‌ಗಳನ್ನು ಹಿಂಪಡೆಯಬೇಕು. <box>258 503 456 666</box>
divider-v-4 <box>943 1253 944 1916</box>
story10-stage-banner <box>148 2033 442 2097</box>
story10-headline-line2: ಧೀಮಂತ ಸಾಹಿತಿ – ಬೆಳ್ಳಾವೆ ವೆಂಕಟನಾರಾಣಪ್ಪ <box>35 1972 498 2008</box>
story4-kicker: ಪದವಿ ಕಾಲೇಜಿನಲ್ಲಿ ಆಯೋಜಿಸಿದ್ದ ಸಾಮಾನ್ಯ ಪರೀಕ್ಷೆಯಲ್ಲಿ ವಿಜಯ್ ಫಸ್ಟ್ <box>35 801 926 845</box>
story1-protest-photo <box>258 218 666 491</box>
story1-col1: ಗುಬ್ಬಿ: ಕೇಂದ್ರ ಕಾರ್ಮಿಕ ಸಂಘಟನೆಗಳ ಜಂಟಿ ಸಮಿತಿ ನೀಡಿದ ಅಖಿಲ ಭಾರತ ಸಾರ್ವತ್ರಿಕ ಮುಷ್ಕರ ಹಿನ್ನೆಲೆ ಕರೆ ನೀಡಿದ್ದ ಗುಬ್ಬಿ ಬಂದ್ ಭಾಗಶಃ ಯಶಸ್ವಿಕಂಡಿತು. ಪಟ್ಟಣದಲ್ಲಿ ಜಮಾಯಿಸಿದ ಕಾರ್ಮಿಕ ಸಂಘಟನೆ, ರೈತ ಸಂಘ, ಅಂಗನವಾಡಿ ನೌಕರರ ಸಂಘ, ಬಿಸಿಯೂಟ ತಯಾರಕರ ಸಂಘ, ಪ್ರಾಂತ ರೈತ ಸಂಘ ಸೇರಿದಂತೆ ಅನೇಕ ಸಂಘಟನೆಗಳ ಕಾರ್ಯಕರ್ತರು ಬೆಳಿಗ್ಗೆಯಿಂದಲೇ ಪಟ್ಟಣದಲ್ಲಿ ಕರೆ ನೀಡಿ ಅಂಗಡಿ ಮುಂಗಟ್ಟುಗಳನ್ನು ಸ್ವಯಂ ಪ್ರೇರಿತವಾಗಿ ಮುಚ್ಚುವ ಮನವಿ ಮಾಡಿದ್ದರು. ಈ ಹಿನ್ನಲೆ ಭಾಗಶಃ ಬಂದ್ ಕಂಡು ಬಂದಿತು. ಶಾಲಾ ಕಾಲೇಜುಗಳು, ಸರ್ಕಾರಿ ಕಚೇರಿಗಳು, ಬ್ಯಾಂಕ್ ಗಳು, ಬಸ್ಸುಗಳು ಎಂದಿನಂತೆ ಕೆಲಸ ಕಾರ್ಯ ನಿರ್ವಹಿಸಿದವು. ಪಟ್ಟಣದ ಶ್ರೀ ಚನ್ನಬಸವೇಶ್ವರಸ್ವಾಮಿ ದೇವಾಲಯದಿಂದ ಎಲ್ಲಾ ಸಂಘಟನೆಗಳ ಕಾರ್ಯಕರ್ತರು ಮೆರವಣಿಗೆ ಮೂಲಕ ಗುಬ್ಬಿ ವೀರಣ್ಣ ಸರ್ಕಲ್ ಬಳಿ ಬಸ್ ನಿಲ್ದಾಣ ತಲುಪಿ ಮಾನವ ಸರಪಣಿ ನಿರ್ಮಿಸಿ ಕೇಂದ್ರ ಮತ್ತು ರಾಜ್ಯ ಸರ್ಕಾರದ ವಿರುದ್ಧ ಘೋಷಣೆ ಕೂಗಿದರು. <box>35 220 245 499</box>
masthead-subtitle: ಕನ್ನಡ ದಿನಪತ್ರಿಕೆ <box>170 85 255 104</box>
divider-h-3 <box>30 795 1482 798</box>
story4-col4: ಬಾಲಕಿಯರ ಸರ್ಕಾರಿ ಪಿಯು ಕಾಲೇಜಿನ ಪ್ರಾಚಾರ್ಯ ಸಿ.ಜಿ.ರೈಲಾಷ, ಪದರಹಳ್ಳಿ ಸರ್ಕಾರಿ ಪಿಯು ಕಾಲೇಜಿನ ಪ್ರಾಚಾರ್ಯ ಟಿ.ಎಂ.ಶಿವಣ್ಣ, ಜ್ಞಾನ ಜ್ಯೋತಿ ಸ್ವತಂತ್ರ ಪಿಯು ಕಾಲೇಜಿನ ಪ್ರಾಂಶುಪಾಲ ಡಾ.ಜಿ.ವಿ.ದಿನೇಶ್, ಪ್ರಿಯಾ ಪಿಯು ಕಾಲೇಜಿನ ಪ್ರಾಚಾರ್ಯ ಡಿ.ರಂಗನಾಥ್ ಅವರುಗಳು ವಿಜೇತರಿಗೆ ಬಹುಮಾನ ವಿತರಿಸಿದರು. 12ಇರುತಾಯಿಂಬಂಕ2 : ಹುಳಿಯಾರು-ಕೆಂಕೆರೆ ಬಿ.ಎಂ.ಎಸ್. ಸರ್ಕಾರಿ ಪ್ರಥಮ ದರ್ಜೆ ಕಾಲೇಜಿನಲ್ಲಿ ದ್ವಿತೀಯ ಪಿಯುಸಿ ವಿದ್ಯಾರ್ಥಿಗಳಿಗೆ ಆಯೋಜಿಸಿದ್ದ ಸಾಮಾನ್ಯ ಪರೀಕ್ಷೆಯಲ್ಲಿ ಹೆಚ್ಚು ಅಂಕಗಳನ್ನು ಪಡೆದ ವಿದ್ಯಾರ್ಥಿಗಳಿಗೆ ಬಹುಮಾನ ವಿತರಿಸಲಾಯಿತು. <box>711 928 926 1107</box>
divider-v-2 <box>935 798 937 1246</box>
story5-col2: ವಿದ್ಯುತ್ ಕಾಯ್ದೆ ತಿದ್ದುಪಡಿ ಮಾಡಬೇಡಿ, ವಿದ್ಯಾ ಕಾಯ್ದೆ, ಬೀಜ ಮಸೂದೆ, ಹಿಂಪಡೆಯಬೇಕು ಎಲ್ಲಾ ಅಂಗನವಾಡಿ ನೌಕರರಿಗೆ ಗ್ರಾಚ್ಯುಟಿ ನೀಡಬೇಕು ಎಂದು ಒತ್ತಾಯಿಸಿದರು. ಈ ಸಂದರ್ಭದಲ್ಲಿ ನೌಕರರುಗಳಾದ ಪುಷ್ಪಾವತಿ, ಲಲಿತಮ್ಮ, ಧನಲಕ್ಷ್ಮೀ, ಶೈಲಜ, ಗೌರಮ್ಮ, ಚಂದ್ರಮ್ಮ ಮುಂತಾದವರು ಸೇರಿದಂತೆ ಇತರರು ಇದ್ದರು. <box>1215 1113 1477 1193</box>
story5-col1: ಚಿಕ್ಕನಾಯಕನಹಳ್ಳಿ: ಪಟ್ಟಣದ ಶೆಟ್ಟಿಕೆರೆ ಗೇಟ್‌ನಲ್ಲಿ ವಿವಿಧ ಬೇಡಿಕೆಗಳಿಗೆ ಒತ್ತಾಯಿಸಿ ಕಾರ್ಮಿಕ ಸಂಘಟನೆಗಳ ಜಂಟಿ ಸಮಿತಿ, ಸೆಂಟರ್ ಆಫ್ ಇಂಡಿಯನ್ ಟ್ರೇಡ್ ಯೂನಿಯನ್ ಸದಸ್ಯರು ಪ್ರತಿಭಟನೆ ನಡೆಸಿದರು. ಪ್ರತಿಭಟನೆಯಲ್ಲಿ ರೈತಸಂಘದ ತಾಲ್ಲೂಕು ಅಧ್ಯಕ್ಷ ಮನಗೀನಾ ಪೂಜಗರ ಪ್ರೋಸಿ ವಿವ ಗ್ರಾಮ್ ಜ. <box>944 1113 1203 1193</box>
story11-col1: ತುರುವೇಕೆರೆ: ತಾಲೂಕಿನ ವೀರಶೈವ ಲಿಂಗಾಯತ ಸಮುದಾಯದವರು ವಾಸಿಸುತ್ತಿರುವ ವಿವಿಧ ಗ್ರಾಮಗಳ ರಸ್ತೆ, ಚರಂಡಿ, ವಿದ್ಯುತ್ ಸೇರಿದಂತೆ ವಿವಿಧ ಅಭಿವೃದ್ಧಿ ಕಾಮಗಾರಿಗಳನ್ನು ಕೈಗೊಳ್ಳಲು ಸರ್ಕಾರ ಸುಮಾರು 12.50 ಕೋಟಿಯಷ್ಟು ಅನುದಾನವನ್ನು ನೀಡಿದೆ ಎಂದು ಶಾಸಕ ಎಂ.ಟಿ.ಕೃಷ್ಣಪ್ಪ ಹೇಳಿದರು. ಪಟ್ಟಣದ ಗುರುಭವನದಲ್ಲಿ ನಡೆದ ಸಮುದಾಯ ಭವನ ಶಂಕುಸ್ಥಾಪನೆ ಕಾರ್ಯಕ್ರಮದಲ್ಲಿ ಮಾತನಾಡಿದ ಅವರು ಉಪ ಸಮಿತಿ ಯೋಜನೆಯಡಿ ವೀರಶೈವ ಲಿಂಗಾಯತ ಸಮುದಾಯ ಭವನಕ್ಕೆ ಅನುದಾನ ನೀಡಲಾಗಿದೆ. ಸುಮಾರು 35 ಲಕ್ಷ ವೆಚ್ಚದಲ್ಲಿ ನಿರ್ಮಾಣವಾಗುತ್ತಿರುವ ಭವನ ಗುಣಮಟ್ಟದಿಂದ ಕೂಡಿರಬೇಕು. ಹಳ್ಳಿಗಳಲ್ಲಿ ಉತ್ತಮ ರಸ್ತೆ, ಚರಂಡಿ ವ್ಯವಸ್ಥೆ ಕಲ್ಪಿಸಲಾಗುವುದು ಎಂದರು. <box>589 1999 803 2211</box>
story10-event-photo <box>35 2021 571 2256</box>
story2-photo <box>1139 133 1476 438</box>
divider-h-6 <box>30 1917 1482 1920</box>
story1-col3: ಮಾತನಾಡಿ ರೈತ ವಿರೋಧಿ ಎನಿಸಿದ ಕೇಂದ್ರ ಸರ್ಕಾರ ರೈತ ಪರ ಯಾವ ನಿಲುವು ತಾಳಿಲ್ಲ. ಕೇವಲ ಬಂಡವಾಳಗಾರರ ಪರ ಕಾನೂನು ಕಾಯಿದೆ ಮಾಡುತ್ತಾ ರೈತರನ್ನು ವಂಚಿಸುತ್ತಿದೆ. ಅಕ್ಕಿಪ್ಪಾರ್ಕ್ ಕೃಷಿ ಭೂಮಿ ಕೈಗಾರಿಕಾ ಬಳಕೆ ಕಾಯಿದೆ ಜಾರಿಗೆ ತರಲು ಎಲ್ಲಾ ಸಿದ್ದತೆ ಮಾಡುತ್ತಿದೆ. ರೈತ ಹಾಗೂ ಕಾರ್ಮಿಕ ವಿರೋಧಿ ಕಾಯಿದೆ ಜಾರಿ ಮಾಡಿರುವ ಸರ್ಕಾರ ವಿರೋಧಿ ವಿದ್ಯುತ್ ಕಾಯಿದೆ ಜಾರಿಗೆ ತರಲು ಹೊರಟಿದೆ. ಕೃಷಿ ಪಂಪ್ ಸೆಟ್ ಗಳಿಗೆ ಮೀಟರ್ ಅಳವಡಿಕೆ ಮಾಡುವ ಮೂಲಕ ರೈತರನ್ನು ಹಿಂಸಿಸುವ ತಂತ್ರ ನಡೆಸಿದೆ ಎಂದರು. <box>467 503 666 666</box>
story11-headline: ವೀರಶೈವ ಲಿಂಗಾಯತ ಗ್ರಾಮಗಳ ಅಭಿವೃದ್ಧಿಗೆ 12.50 ಕೋಟಿ <box>589 1929 1453 1981</box>
story1-col4: ಸುಧಾರಣಾ ವಿಧೇಯಕವನ್ನು ತಂದು ಕೃಷಿ ಪಂಪ್ ಸೆಟ್‌ ಗಳಿಗೆ ಮೀಟರ್ ಅಳವಡಿಕೆ ಮಾಡುವ ಮೂಲಕ ಕೃಷಿ ಕ್ಷೇತ್ರವನ್ನು ಖಾಸಗಿ ಮಾಡುವ ಹುನ್ನಾರಕ್ಕೆ ಸನ್ನದ್ಧವಾಗಿದೆ ಎಂದರು. ಅಂಗನವಾಡಿ ನೌಕರರ ಸಂಘದ ಅಧ್ಯಕ್ಷ ಮಾತನಾಡಿ ಅಂಗನವಾಡಿ ನೌಕರರನ್ನು ಸರ್ಕಾರದ ಎಲ್ಲಾ ಕೆಲಸಗಳಿಗೆ ಬಳಸಿಕೊಂಡು ಕನಿಷ್ಠ ವೇತನ ನೀಡದೆ ಚುನಾವಣಾ ಕೆಲಸವನ್ನು ಮಾಡಿಸುತ್ತಿದ್ದಾರೆ. ಈ ಹಿನ್ನೆಲೆ ಸರ್ಕಾರಿ ನೌಕರರೆಂದು ಪರಿಗಣಿಸಿ ಎಂದರು. ಸಮಾನ ವೇತನ ಸಮಾನ ಕೆಲಸ ನಿಯಮ ಜಾರಿಗೆ ತರಬೇಕು. ಇದೇ ಸಂದರ್ಭದಲ್ಲಿ ಬೆಸ್ಕಾಂ ಎಇಇ ಕಚೇರಿಗೂ ಮನವಿ ಸಲ್ಲಿಸಿದರು. <box>676 220 890 399</box>
story7-headline-line1: ಫೆ.16ರಂದು 100ನೇ ವಾರದ <box>584 1258 939 1299</box>
story9-headline: ಜಾತ್ರಾ ಮಹೋತ್ಸವ:ನಾಟಕ ಪ್ರದರ್ಶನ <box>952 1256 1480 1309</box>
story10-headline-line1: ಕನ್ನಡ ಸಾಹಿತ್ಯ ಪರಿಷತ್ತನ್ನು ಕಟ್ಟಿ ಬೆಳೆಸಿದ <box>35 1926 450 1964</box>
masthead-logo <box>36 77 254 106</box>
story6-headline: ಬೆಸ್ಕಾಂ ಇಲಾಖೆ ಖಾಸಗೀಕರಣ ಯಮಪಾಶ <box>35 1256 566 1309</box>
divider-h-2 <box>1136 607 1482 608</box>
story11-ceremony-photo <box>1042 1997 1477 2185</box>
masthead-name-part1: ತುಮಕೂರು <box>36 77 127 105</box>
